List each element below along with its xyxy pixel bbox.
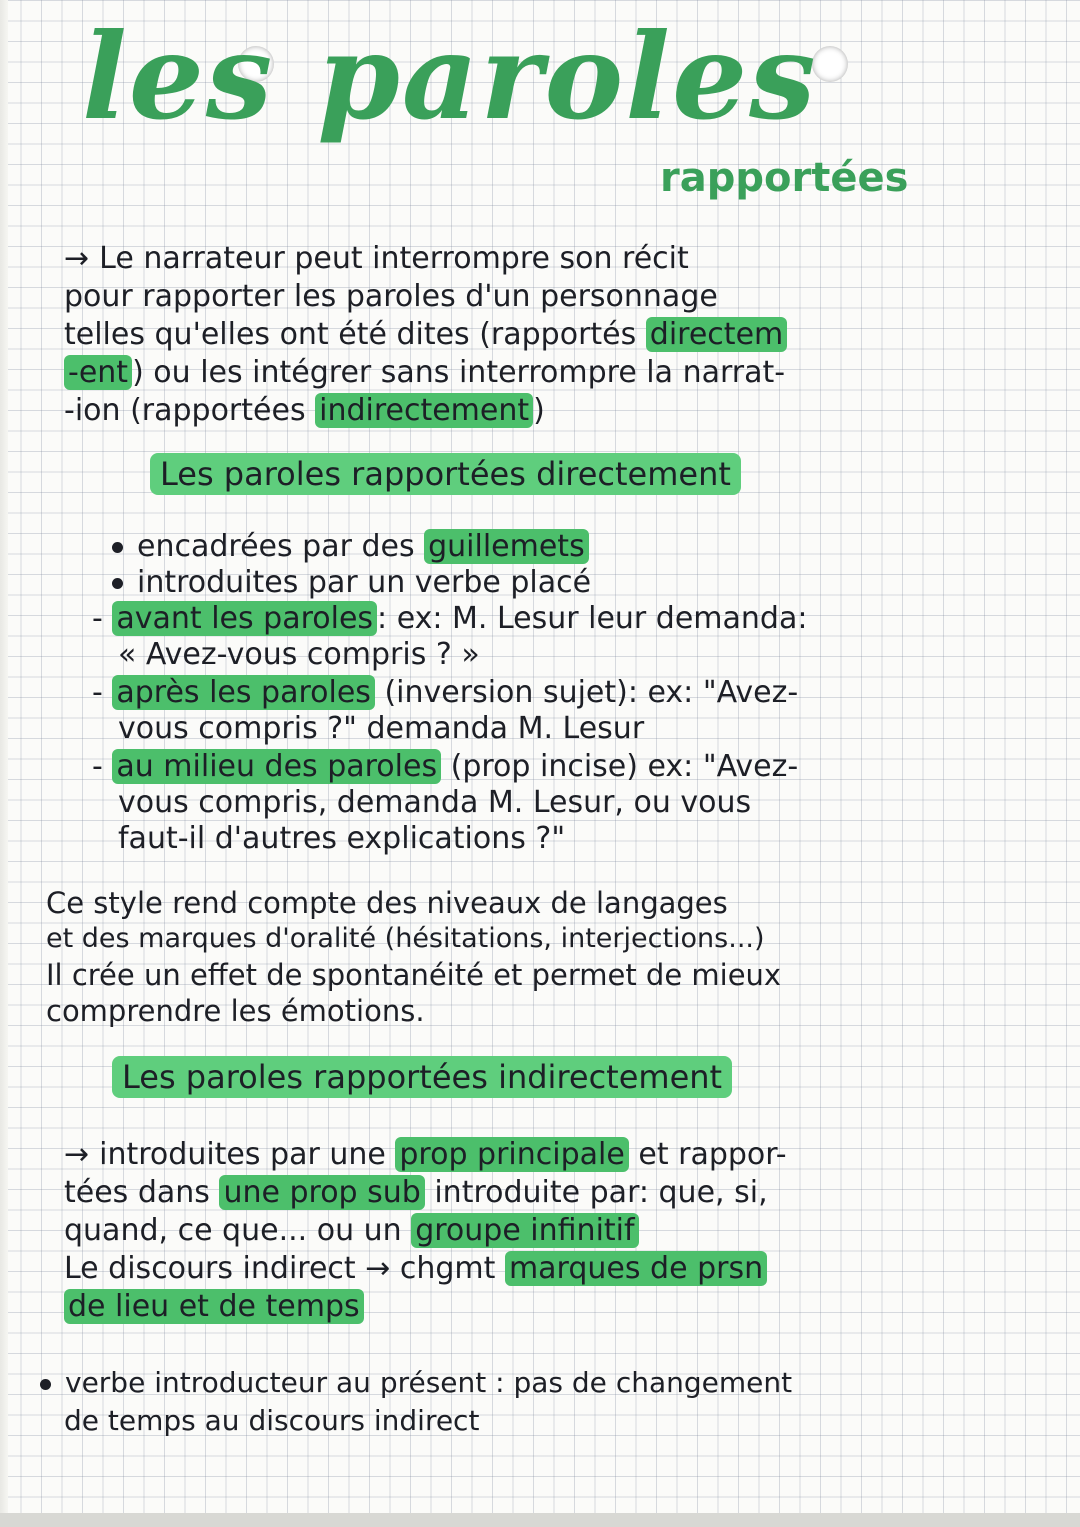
bullet-dot-icon xyxy=(40,1379,51,1390)
indirect-text: quand, ce que... ou un xyxy=(64,1213,412,1248)
intro-text: Le narrateur peut interrompre son récit xyxy=(99,241,689,276)
intro-line-5 xyxy=(64,392,545,430)
bullet-verbe-present xyxy=(40,1364,792,1402)
bullet-verbe xyxy=(112,564,591,602)
indirect-text: et rappor- xyxy=(628,1137,787,1172)
indirect-line-5 xyxy=(64,1288,364,1326)
highlight: directem xyxy=(646,317,787,352)
intro-line-1 xyxy=(64,240,689,278)
dash-item-avant xyxy=(92,600,807,638)
section-heading-text: Les paroles rapportées directement xyxy=(150,453,741,495)
bullet-text: verbe introducteur au présent : pas de changement xyxy=(65,1366,793,1399)
bullet-text: introduites par un verbe placé xyxy=(137,565,592,600)
intro-text: ) ou les intégrer sans interrompre la narrat- xyxy=(132,355,786,390)
dash-item-milieu xyxy=(92,748,798,786)
intro-text: -ion (rapportées xyxy=(64,393,316,428)
paragraph-line-3: Il crée un effet de spontanéité et permet de mieux xyxy=(46,958,782,992)
bullet-dot-icon xyxy=(112,542,123,553)
item-text: (inversion sujet): ex: "Avez- xyxy=(374,675,799,710)
highlight: -ent xyxy=(64,355,132,390)
dash-icon: - xyxy=(92,749,103,784)
dash-icon: - xyxy=(92,601,103,636)
highlight: après les paroles xyxy=(112,675,375,710)
intro-line-2: pour rapporter les paroles d'un personnage xyxy=(64,279,718,314)
intro-text: ) xyxy=(533,393,545,428)
indirect-line-2 xyxy=(64,1174,768,1212)
bullet-guillemets xyxy=(112,528,589,566)
bullet-text: encadrées par des xyxy=(137,529,425,564)
highlight: une prop sub xyxy=(219,1175,424,1210)
indirect-text: introduite par: que, si, xyxy=(424,1175,768,1210)
bullet-verbe-present-line-2: de temps au discours indirect xyxy=(64,1404,480,1437)
highlight: avant les paroles xyxy=(112,601,377,636)
highlight: marques de prsn xyxy=(505,1251,767,1286)
indirect-text: introduites par une xyxy=(99,1137,396,1172)
section-heading-direct xyxy=(150,455,741,493)
highlight: au milieu des paroles xyxy=(112,749,441,784)
page-edge xyxy=(0,0,8,1527)
indirect-line-3 xyxy=(64,1212,639,1250)
paragraph-line-2: et des marques d'oralité (hésitations, interjections...) xyxy=(46,923,765,954)
page-title: les paroles xyxy=(82,7,818,146)
dash-item-apres xyxy=(92,674,798,712)
indirect-line-4 xyxy=(64,1250,767,1288)
dash-item-avant-example: « Avez-vous compris ? » xyxy=(118,637,480,672)
page-subtitle: rapportées xyxy=(660,155,909,201)
intro-text: telles qu'elles ont été dites (rapportés xyxy=(64,317,646,352)
section-heading-text: Les paroles rapportées indirectement xyxy=(112,1056,732,1098)
dash-item-milieu-example-2: faut-il d'autres explications ?" xyxy=(118,821,566,856)
intro-line-3 xyxy=(64,316,787,354)
arrow-icon: → xyxy=(64,241,90,276)
highlight: guillemets xyxy=(424,529,589,564)
highlight: prop principale xyxy=(395,1137,628,1172)
arrow-icon: → xyxy=(64,1137,90,1172)
highlight: de lieu et de temps xyxy=(64,1289,364,1324)
item-text: (prop incise) ex: "Avez- xyxy=(441,749,799,784)
indirect-text: tées dans xyxy=(64,1175,220,1210)
bullet-dot-icon xyxy=(112,578,123,589)
dash-item-apres-example: vous compris ?" demanda M. Lesur xyxy=(118,711,645,746)
section-heading-indirect xyxy=(112,1058,732,1096)
indirect-text: Le discours indirect → chgmt xyxy=(64,1251,505,1286)
dash-item-milieu-example-1: vous compris, demanda M. Lesur, ou vous xyxy=(118,785,752,820)
paragraph-line-1: Ce style rend compte des niveaux de langages xyxy=(46,886,728,920)
intro-line-4 xyxy=(64,354,785,392)
item-text: : ex: M. Lesur leur demanda: xyxy=(377,601,808,636)
page-bottom-edge xyxy=(0,1513,1080,1527)
dash-icon: - xyxy=(92,675,103,710)
paragraph-line-4: comprendre les émotions. xyxy=(46,994,425,1028)
indirect-line-1 xyxy=(64,1136,787,1174)
highlight: groupe infinitif xyxy=(411,1213,638,1248)
highlight: indirectement xyxy=(315,393,533,428)
